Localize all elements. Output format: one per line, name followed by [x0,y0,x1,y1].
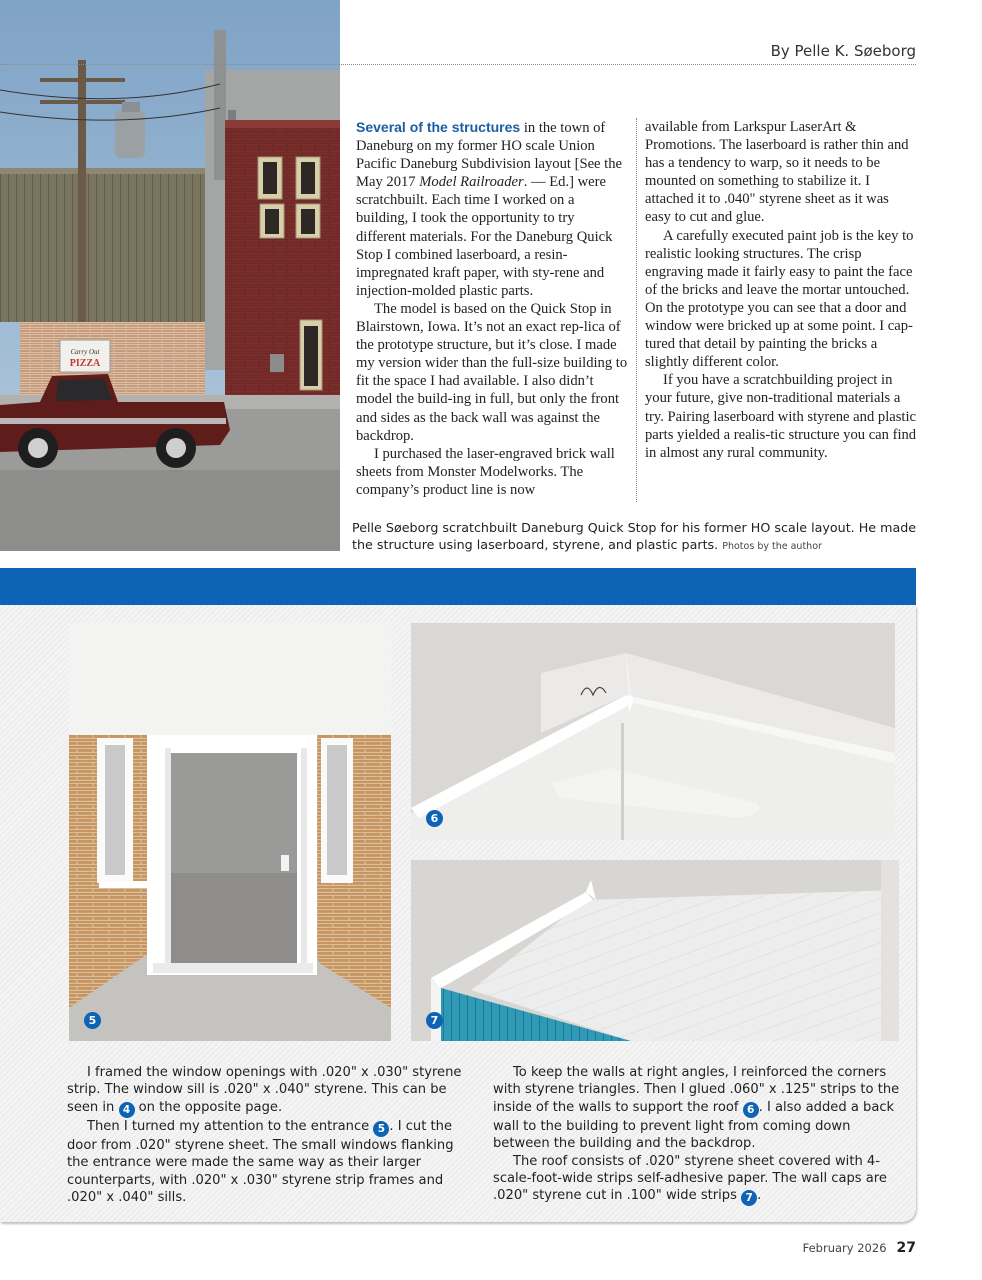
intro-paragraph: I purchased the laser-engraved brick wall sheets from Monster Modelworks. The company’s product line is now [356,445,615,498]
body-text-run: I framed the window openings with .020" x .030" styrene strip. The window sill is .020" x .040" styrene. This can be seen in [67,1065,462,1115]
page-number: 27 [896,1240,916,1256]
byline: By Pelle K. Søeborg [765,42,916,60]
step-badge-6: 6 [426,810,443,827]
intro-column-2 [645,118,917,462]
step-badge-7: 7 [426,1012,443,1029]
intro-text [356,118,917,502]
pizza-sign-line2: PIZZA [69,358,101,369]
caption-text: Pelle Søeborg scratchbuilt Daneburg Quick Stop for his former HO scale layout. He made the structure using laserboard, styrene, and plastic parts. [352,520,917,552]
intro-paragraph [356,118,628,300]
body-paragraph [493,1153,905,1207]
intro-text-run: . — Ed.] were scratchbuilt. Each time I worked on a building, I took the opportunity to try different materials. For the Daneburg Quick Stop I combined laserboard, a resin-impregnated kraft paper, with sty-rene and injection-molded plastic parts. [356,174,613,299]
intro-column-1 [356,118,628,499]
body-text-run: Then I turned my attention to the entrance [87,1118,374,1134]
body-text-run: To keep the walls at right angles, I reinforced the corners with styrene triangles. Then I glued .060" x .125" strips to the inside of the walls to support the roof [493,1065,900,1115]
byline-rule [0,64,916,65]
hero-photo [0,0,340,551]
intro-paragraph: The model is based on the Quick Stop in Blairstown, Iowa. It’s not an exact rep-lica of the prototype structure, but it’s close. I made my version wider than the full-size building to fit the space I had available. I also didn’t model the build-ing in full, but only the front and sides as the back wall was against the backdrop. [356,300,628,444]
magazine-title: Model Railroader [419,174,524,191]
intro-paragraph: available from Larkspur LaserArt & Promotions. The laserboard is rather thin and has a tendency to warp, so it needs to be mounted on something to stabilize it. I attached it to .040" styrene sheet as it was easy to cut and glue. [645,119,909,226]
column-divider [636,118,637,502]
lead-in: Several of the structures [356,119,521,135]
body-text-run: . I cut the door from .020" styrene sheet. The small windows flanking the entrance were made the same way as their larger counterparts, with .020" x .030" styrene strip frames and .020" x .040" sills. [67,1118,454,1206]
photo-roof [411,860,899,1041]
step-badge-5: 5 [84,1012,101,1029]
photo-corner-triangle [411,623,895,840]
body-paragraph [67,1118,475,1207]
intro-paragraph: A carefully executed paint job is the key to realistic looking structures. The crisp engraving made it fairly easy to paint the face of the bricks and leave the mortar untouched. On the prototype you can see that a door and window were bricked up at some point. I cap-tured that detail by painting the bricks a slightly different color. [645,227,914,371]
pizza-sign-line1: Carry Out [70,348,100,356]
photo-caption [352,519,918,555]
body-paragraph [493,1064,905,1153]
step-ref-4: 4 [119,1102,135,1118]
step-ref-6: 6 [743,1102,759,1118]
intro-text-run: in the town of Daneburg on my former HO scale Union Pacific Daneburg Subdivision layout [See the May 2017 [356,120,623,191]
body-text-run: The roof consists of .020" styrene sheet covered with 4-scale-foot-wide strips self-adhesive paper. The wall caps are .020" styrene cut in .100" wide strips [493,1153,887,1204]
issue-date: February 2026 [802,1241,887,1255]
body-column-left [67,1064,475,1206]
section-band [0,568,916,605]
body-paragraph [67,1064,475,1118]
page-footer [803,1240,916,1256]
intro-paragraph: If you have a scratchbuilding project in your future, give non-traditional materials a try. Pairing laserboard with styrene and plastic parts yielded a realis-tic structure you can find in almost any rural community. [645,372,917,461]
photo-credit: Photos by the author [722,541,822,552]
body-column-right [493,1064,905,1206]
body-text-run: . I also added a back wall to the building to prevent light from coming down between the building and the backdrop. [493,1099,895,1152]
body-text-run: on the opposite page. [134,1099,283,1115]
photo-entrance [69,623,391,1041]
body-text-run: . [757,1188,762,1204]
step-ref-7: 7 [741,1190,757,1206]
step-ref-5: 5 [373,1121,389,1137]
